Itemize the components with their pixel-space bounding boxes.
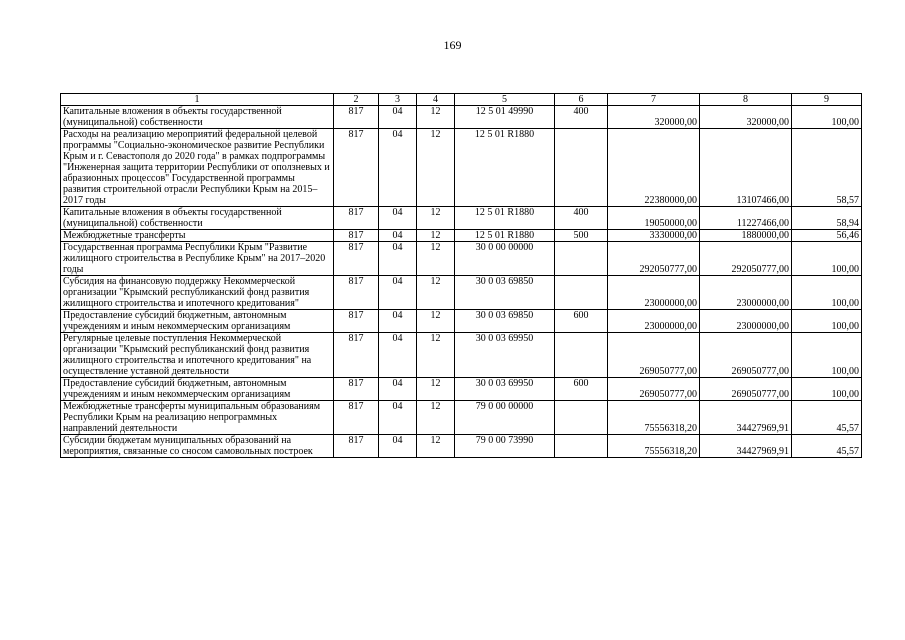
row-name: Капитальные вложения в объекты государственной (муниципальной) собственности <box>61 207 334 230</box>
amount-planned: 269050777,00 <box>608 333 700 378</box>
amount-executed: 13107466,00 <box>700 129 792 207</box>
code-pr: 12 <box>417 378 455 401</box>
code-gr: 817 <box>334 242 379 276</box>
amount-planned: 320000,00 <box>608 106 700 129</box>
amount-planned: 19050000,00 <box>608 207 700 230</box>
amount-planned: 269050777,00 <box>608 378 700 401</box>
amount-executed: 1880000,00 <box>700 230 792 242</box>
code-gr: 817 <box>334 378 379 401</box>
code-vr: 400 <box>555 106 608 129</box>
column-header: 6 <box>555 94 608 106</box>
row-name: Расходы на реализацию мероприятий федеральной целевой программы "Социально-экономическое развитие Республики Крым и г. Севастополя до 2020 года" в рамках подпрограммы "Инженерная защита территории Республики от оползневых и абразионных процессов" Государственной программы развития строительной отрасли Республики Крым на 2015–2017 годы <box>61 129 334 207</box>
amount-planned: 75556318,20 <box>608 435 700 458</box>
column-header: 3 <box>379 94 417 106</box>
budget-table <box>60 93 862 458</box>
code-pr: 12 <box>417 230 455 242</box>
table-row <box>61 129 862 207</box>
table-row <box>61 401 862 435</box>
code-pr: 12 <box>417 106 455 129</box>
column-header: 5 <box>455 94 555 106</box>
table-row <box>61 378 862 401</box>
code-gr: 817 <box>334 106 379 129</box>
percent-executed: 100,00 <box>792 310 862 333</box>
amount-executed: 320000,00 <box>700 106 792 129</box>
code-gr: 817 <box>334 207 379 230</box>
amount-executed: 269050777,00 <box>700 333 792 378</box>
table-row <box>61 106 862 129</box>
code-rz: 04 <box>379 276 417 310</box>
column-header: 7 <box>608 94 700 106</box>
code-pr: 12 <box>417 333 455 378</box>
code-csr: 30 0 03 69950 <box>455 333 555 378</box>
code-pr: 12 <box>417 207 455 230</box>
code-gr: 817 <box>334 276 379 310</box>
table-row <box>61 207 862 230</box>
code-vr <box>555 333 608 378</box>
code-pr: 12 <box>417 401 455 435</box>
table-row <box>61 242 862 276</box>
code-gr: 817 <box>334 230 379 242</box>
code-gr: 817 <box>334 401 379 435</box>
percent-executed: 100,00 <box>792 276 862 310</box>
percent-executed: 58,94 <box>792 207 862 230</box>
code-vr: 600 <box>555 378 608 401</box>
column-header: 1 <box>61 94 334 106</box>
column-header: 9 <box>792 94 862 106</box>
percent-executed: 100,00 <box>792 242 862 276</box>
column-header: 8 <box>700 94 792 106</box>
code-pr: 12 <box>417 310 455 333</box>
amount-planned: 23000000,00 <box>608 276 700 310</box>
code-vr <box>555 242 608 276</box>
code-csr: 30 0 03 69850 <box>455 276 555 310</box>
code-gr: 817 <box>334 333 379 378</box>
code-vr <box>555 129 608 207</box>
code-csr: 12 5 01 R1880 <box>455 129 555 207</box>
code-rz: 04 <box>379 310 417 333</box>
percent-executed: 100,00 <box>792 106 862 129</box>
code-rz: 04 <box>379 129 417 207</box>
amount-executed: 34427969,91 <box>700 401 792 435</box>
code-vr <box>555 435 608 458</box>
code-csr: 12 5 01 R1880 <box>455 207 555 230</box>
row-name: Регулярные целевые поступления Некоммерческой организации "Крымский республиканский фонд развития жилищного строительства и ипотечного кредитования" на осуществление уставной деятельности <box>61 333 334 378</box>
amount-planned: 3330000,00 <box>608 230 700 242</box>
code-rz: 04 <box>379 333 417 378</box>
code-csr: 12 5 01 R1880 <box>455 230 555 242</box>
amount-planned: 22380000,00 <box>608 129 700 207</box>
code-csr: 30 0 00 00000 <box>455 242 555 276</box>
percent-executed: 45,57 <box>792 435 862 458</box>
amount-executed: 269050777,00 <box>700 378 792 401</box>
percent-executed: 100,00 <box>792 378 862 401</box>
code-csr: 79 0 00 00000 <box>455 401 555 435</box>
amount-executed: 23000000,00 <box>700 276 792 310</box>
table-row <box>61 333 862 378</box>
page-number: 169 <box>443 38 462 52</box>
code-pr: 12 <box>417 129 455 207</box>
code-vr: 600 <box>555 310 608 333</box>
code-vr <box>555 401 608 435</box>
code-csr: 79 0 00 73990 <box>455 435 555 458</box>
table-row <box>61 230 862 242</box>
row-name: Субсидии бюджетам муниципальных образований на мероприятия, связанные со сносом самовольных построек <box>61 435 334 458</box>
amount-planned: 75556318,20 <box>608 401 700 435</box>
code-csr: 12 5 01 49990 <box>455 106 555 129</box>
amount-executed: 23000000,00 <box>700 310 792 333</box>
row-name: Межбюджетные трансферты муниципальным образованиям Республики Крым на реализацию непрограммных направлений деятельности <box>61 401 334 435</box>
row-name: Предоставление субсидий бюджетным, автономным учреждениям и иным некоммерческим организациям <box>61 310 334 333</box>
code-rz: 04 <box>379 378 417 401</box>
amount-executed: 11227466,00 <box>700 207 792 230</box>
code-csr: 30 0 03 69950 <box>455 378 555 401</box>
row-name: Предоставление субсидий бюджетным, автономным учреждениям и иным некоммерческим организациям <box>61 378 334 401</box>
code-vr: 500 <box>555 230 608 242</box>
amount-planned: 23000000,00 <box>608 310 700 333</box>
table-header-row <box>61 94 862 106</box>
code-gr: 817 <box>334 129 379 207</box>
row-name: Капитальные вложения в объекты государственной (муниципальной) собственности <box>61 106 334 129</box>
code-rz: 04 <box>379 242 417 276</box>
code-vr <box>555 276 608 310</box>
code-rz: 04 <box>379 230 417 242</box>
code-pr: 12 <box>417 435 455 458</box>
table-row <box>61 310 862 333</box>
code-rz: 04 <box>379 207 417 230</box>
code-pr: 12 <box>417 242 455 276</box>
percent-executed: 56,46 <box>792 230 862 242</box>
percent-executed: 100,00 <box>792 333 862 378</box>
column-header: 2 <box>334 94 379 106</box>
code-rz: 04 <box>379 106 417 129</box>
row-name: Государственная программа Республики Крым "Развитие жилищного строительства в Республике Крым" на 2017–2020 годы <box>61 242 334 276</box>
row-name: Субсидия на финансовую поддержку Некоммерческой организации "Крымский республиканский фонд развития жилищного строительства и ипотечного кредитования" <box>61 276 334 310</box>
code-gr: 817 <box>334 310 379 333</box>
code-pr: 12 <box>417 276 455 310</box>
code-csr: 30 0 03 69850 <box>455 310 555 333</box>
column-header: 4 <box>417 94 455 106</box>
code-rz: 04 <box>379 435 417 458</box>
percent-executed: 45,57 <box>792 401 862 435</box>
amount-executed: 292050777,00 <box>700 242 792 276</box>
percent-executed: 58,57 <box>792 129 862 207</box>
code-vr: 400 <box>555 207 608 230</box>
table-row <box>61 276 862 310</box>
row-name: Межбюджетные трансферты <box>61 230 334 242</box>
amount-executed: 34427969,91 <box>700 435 792 458</box>
amount-planned: 292050777,00 <box>608 242 700 276</box>
code-gr: 817 <box>334 435 379 458</box>
code-rz: 04 <box>379 401 417 435</box>
table-row <box>61 435 862 458</box>
